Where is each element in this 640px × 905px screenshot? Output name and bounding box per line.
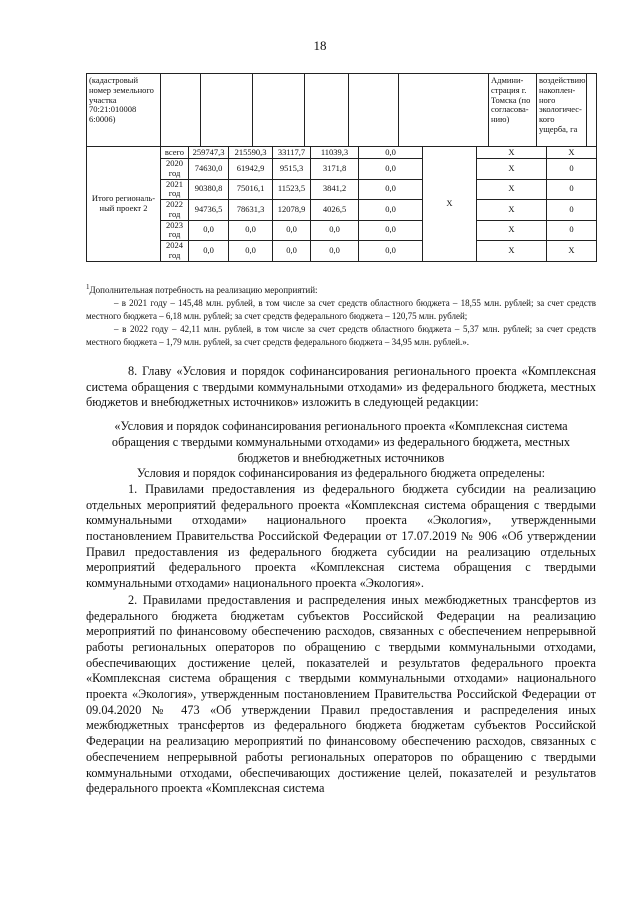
year-cell: 2020 год (161, 159, 189, 180)
administration-cell: Админи-страция г. Томска (по согласова-нию) (489, 74, 537, 147)
indicator-cell: Х (477, 179, 547, 200)
regional-cell: 33117,7 (273, 147, 311, 159)
local-cell: 11039,3 (311, 147, 359, 159)
value-cell: 0 (547, 220, 597, 241)
federal-cell: 61942,9 (229, 159, 273, 180)
indicator-cell: Х (477, 220, 547, 241)
total-cell: 94736,5 (189, 200, 229, 221)
extrabudget-cell: 0,0 (359, 179, 423, 200)
indicator-cell: Х (477, 241, 547, 262)
table-row (87, 147, 597, 159)
footnote-line-3: – в 2022 году – 42,11 млн. рублей, в том числе за счет средств областного бюджета – 5,37 млн. рублей; за счет средств местного бюджета – 1,79 млн. рублей, за счет средств федерального бюджета – 34,95 млн. рублей.». (86, 324, 596, 347)
local-cell: 3171,8 (311, 159, 359, 180)
value-cell: 0 (547, 200, 597, 221)
regional-cell: 12078,9 (273, 200, 311, 221)
extrabudget-cell: 0,0 (359, 200, 423, 221)
year-cell: 2024 год (161, 241, 189, 262)
table-row (87, 200, 597, 221)
federal-cell: 0,0 (229, 241, 273, 262)
local-cell: 0,0 (311, 241, 359, 262)
executor-cell: Х (423, 147, 477, 262)
indicator-cell: Х (477, 200, 547, 221)
year-cell: 2021 год (161, 179, 189, 200)
federal-cell: 0,0 (229, 220, 273, 241)
regional-cell: 9515,3 (273, 159, 311, 180)
damage-area-cell: воздействию накоплен-ного экологичес-кого ущерба, га (537, 74, 587, 147)
indicator-cell: Х (477, 159, 547, 180)
footnote-line-2: – в 2021 году – 145,48 млн. рублей, в том числе за счет средств областного бюджета – 18,55 млн. рублей; за счет средств местного бюджета – 6,18 млн. рублей; за счет средств федерального бюджета – 120,75 млн. рублей; (86, 298, 596, 321)
extrabudget-cell: 0,0 (359, 220, 423, 241)
footnote (86, 281, 596, 349)
regional-cell: 0,0 (273, 220, 311, 241)
federal-cell: 75016,1 (229, 179, 273, 200)
regional-cell: 11523,5 (273, 179, 311, 200)
section-heading: «Условия и порядок софинансирования регионального проекта «Комплексная система обращения с твердыми коммунальными отходами» из федерального бюджета, местных бюджетов и внебюджетных источников (111, 419, 571, 465)
totals-table (86, 146, 597, 262)
local-cell: 0,0 (311, 220, 359, 241)
footnote-line-1: Дополнительная потребность на реализацию мероприятий: (89, 285, 318, 295)
total-cell: 259747,3 (189, 147, 229, 159)
paragraph-chapter-8: 8. Главу «Условия и порядок софинансирования регионального проекта «Комплексная система обращения с твердыми коммунальными отходами» из федерального бюджета, местных бюджетов и внебюджетных источников» изложить в следующей редакции: (86, 364, 596, 410)
indicator-cell: Х (477, 147, 547, 159)
local-cell: 3841,2 (311, 179, 359, 200)
value-cell: Х (547, 147, 597, 159)
total-cell: 74630,0 (189, 159, 229, 180)
extrabudget-cell: 0,0 (359, 159, 423, 180)
cadastral-note-cell: (кадастровый номер земельного участка 70:21:010008 6:0006) (87, 74, 161, 147)
year-cell: 2023 год (161, 220, 189, 241)
table-row (87, 74, 597, 147)
value-cell: Х (547, 241, 597, 262)
year-cell: 2022 год (161, 200, 189, 221)
local-cell: 4026,5 (311, 200, 359, 221)
total-cell: 90380,8 (189, 179, 229, 200)
total-cell: 0,0 (189, 241, 229, 262)
table-row (87, 159, 597, 180)
value-cell: 0 (547, 159, 597, 180)
table-row (87, 220, 597, 241)
regional-cell: 0,0 (273, 241, 311, 262)
table-row (87, 241, 597, 262)
extrabudget-cell: 0,0 (359, 241, 423, 262)
extrabudget-cell: 0,0 (359, 147, 423, 159)
page-number: 18 (313, 38, 327, 53)
paragraph-rule-2: 2. Правилами предоставления и распределения иных межбюджетных трансфертов из федерального бюджета бюджетам субъектов Российской Федерации на реализацию мероприятий по финансовому обеспечению расходов, связанных с обеспечением непрерывной работы региональных операторов по обращению с твердыми коммунальными отходами, обеспечивающих достижение целей, показателей и результатов федерального проекта «Комплексная система обращения с твердыми коммунальными отходами» национального проекта «Экология», утвержденным постановлением Правительства Российской Федерации от 09.04.2020 № 473 «Об утверждении Правил предоставления и распределения иных межбюджетных трансфертов из федерального бюджета бюджетам субъектов Российской Федерации на реализацию мероприятий по финансовому обеспечению расходов, связанных с обеспечением непрерывной работы региональных операторов по обращению с твердыми коммунальными отходами, обеспечивающих достижение целей, показателей и результатов федерального проекта «Комплексная система (86, 592, 596, 796)
total-cell: 0,0 (189, 220, 229, 241)
paragraph-rule-1: 1. Правилами предоставления из федерального бюджета субсидии на реализацию отдельных мероприятий федерального проекта «Комплексная система обращения с твердыми коммунальными отходами» национального проекта «Экология», утвержденными постановлением Правительства Российской Федерации от 17.07.2019 № 906 «Об утверждении Правил предоставления из федерального бюджета субсидии на реализацию отдельных мероприятий федерального проекта «Комплексная система обращения с твердыми коммунальными отходами» национального проекта «Экология». (86, 481, 596, 591)
federal-cell: 78631,3 (229, 200, 273, 221)
table-row (87, 179, 597, 200)
federal-cell: 215590,3 (229, 147, 273, 159)
funding-table (86, 73, 597, 147)
paragraph-conditions: Условия и порядок софинансирования из федерального бюджета определены: (136, 466, 546, 481)
group-label-cell: Итого региональ-ный проект 2 (87, 147, 161, 262)
year-cell: всего (161, 147, 189, 159)
body-text (86, 364, 596, 797)
footnote-marker: 1 (86, 283, 90, 291)
value-cell: 0 (547, 179, 597, 200)
